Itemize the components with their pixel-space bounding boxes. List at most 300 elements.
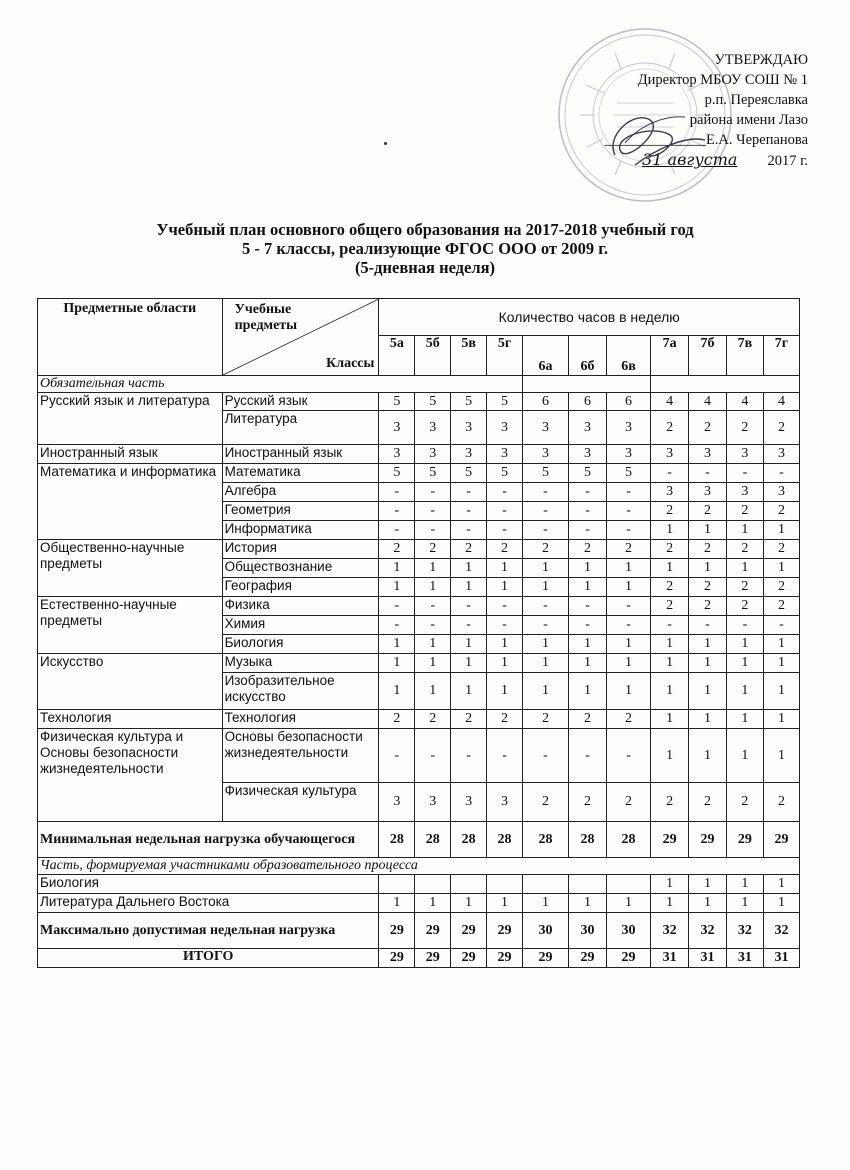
grade-7a: 7а [651,336,689,376]
min-load-value: 28 [569,822,607,858]
hours-cell: 1 [607,654,651,673]
hours-cell: 2 [689,597,727,616]
hours-cell: 1 [689,635,727,654]
hours-cell: 1 [522,654,568,673]
hours-cell: 1 [651,635,689,654]
grade-7v: 7в [726,336,763,376]
hours-cell: 2 [415,540,451,559]
hours-cell: - [451,483,487,502]
extra-bio-value: 1 [726,875,763,894]
hours-cell: 1 [607,559,651,578]
hours-cell: 1 [487,654,523,673]
extra-bio-value: 1 [763,875,799,894]
hours-cell: 1 [651,654,689,673]
hours-cell: 1 [487,578,523,597]
hours-cell: - [569,483,607,502]
header-subjects: Учебные предметы [234,302,298,333]
hours-cell: 1 [651,521,689,540]
total-value: 29 [607,949,651,968]
hours-cell: - [569,502,607,521]
subject-cell: Химия [222,616,379,635]
hours-cell: - [651,464,689,483]
table-row [38,464,800,483]
extra-bio-label: Биология [38,875,379,894]
hours-cell: 3 [569,411,607,445]
hours-cell: 3 [689,445,727,464]
hours-cell: 1 [607,635,651,654]
hours-cell: 5 [487,393,523,411]
extra-bio-value [415,875,451,894]
total-value: 29 [379,949,415,968]
area-art: Искусство [38,654,223,710]
hours-cell: 5 [451,393,487,411]
hours-cell: 3 [487,445,523,464]
hours-cell: 2 [522,540,568,559]
table-row [38,445,800,464]
hours-cell: - [569,729,607,783]
hours-cell: 1 [607,673,651,710]
hours-cell: 1 [607,578,651,597]
hours-cell: 1 [726,710,763,729]
hours-cell: 3 [379,411,415,445]
hours-cell: 1 [763,654,799,673]
hours-cell: 2 [451,710,487,729]
hours-cell: 1 [569,635,607,654]
hours-cell: - [487,502,523,521]
hours-cell: - [415,616,451,635]
grade-5a: 5а [379,336,415,376]
hours-cell: 2 [689,578,727,597]
extra-bio-value: 1 [651,875,689,894]
max-load-row [38,913,800,949]
header-subjects-classes [222,299,379,376]
hours-cell: 2 [689,540,727,559]
subject-cell: Русский язык [222,393,379,411]
extra-bio-value [379,875,415,894]
subject-cell: Алгебра [222,483,379,502]
title-line-3: (5-дневная неделя) [354,258,496,277]
min-load-label: Минимальная недельная нагрузка обучающегося [38,822,379,858]
hours-cell: 1 [415,654,451,673]
subject-cell: Обществознание [222,559,379,578]
title-line-2: 5 - 7 классы, реализующие ФГОС ООО от 2009 г. [242,239,608,258]
hours-cell: 5 [607,464,651,483]
hours-cell: - [607,597,651,616]
hours-cell: 4 [651,393,689,411]
hours-cell: 1 [726,654,763,673]
max-load-label: Максимально допустимая недельная нагрузка [38,913,379,949]
hours-cell: 2 [689,411,727,445]
extra-lit-value: 1 [726,894,763,913]
hours-cell: - [379,597,415,616]
hours-cell: - [487,597,523,616]
hours-cell: 5 [379,464,415,483]
extra-lit-value: 1 [651,894,689,913]
hours-cell: 2 [607,783,651,822]
hours-cell: 3 [379,783,415,822]
hours-cell: 3 [415,411,451,445]
subject-cell: Информатика [222,521,379,540]
ink-dot [384,142,387,145]
hours-cell: - [569,597,607,616]
hours-cell: 2 [415,710,451,729]
hours-cell: 4 [689,393,727,411]
extra-lit-row [38,894,800,913]
hours-cell: - [487,521,523,540]
subject-cell: География [222,578,379,597]
hours-cell: - [522,521,568,540]
min-load-value: 28 [415,822,451,858]
min-load-value: 28 [522,822,568,858]
hours-cell: - [607,521,651,540]
max-load-value: 32 [651,913,689,949]
hours-cell: 1 [487,673,523,710]
grade-7g: 7г [763,336,799,376]
min-load-value: 29 [763,822,799,858]
hours-cell: 5 [415,393,451,411]
total-value: 29 [451,949,487,968]
hours-cell: 3 [451,783,487,822]
hours-cell: 1 [651,729,689,783]
hours-cell: - [607,502,651,521]
extra-bio-value [569,875,607,894]
extra-bio-value [522,875,568,894]
hours-cell: - [689,464,727,483]
hours-cell: 2 [689,502,727,521]
hours-cell: 4 [726,393,763,411]
hours-cell: 1 [726,673,763,710]
subject-cell: История [222,540,379,559]
hours-cell: 5 [415,464,451,483]
min-load-value: 28 [487,822,523,858]
hours-cell: 1 [726,729,763,783]
total-value: 31 [763,949,799,968]
hours-cell: 1 [451,635,487,654]
hours-cell: 2 [726,578,763,597]
hours-cell: 3 [487,783,523,822]
hours-cell: 3 [379,445,415,464]
hours-cell: 2 [726,597,763,616]
hours-cell: 3 [487,411,523,445]
hours-cell: 1 [763,673,799,710]
hours-cell: - [487,616,523,635]
hours-cell: - [379,616,415,635]
hours-cell: 2 [451,540,487,559]
subject-cell: Математика [222,464,379,483]
header-classes: Классы [326,356,375,371]
extra-lit-value: 1 [522,894,568,913]
hours-cell: 2 [763,502,799,521]
hours-cell: 1 [415,559,451,578]
approval-line-1: УТВЕРЖДАЮ [714,52,808,68]
hours-cell: 3 [607,411,651,445]
total-value: 29 [522,949,568,968]
hours-cell: - [607,483,651,502]
total-value: 31 [689,949,727,968]
hours-cell: 2 [651,411,689,445]
max-load-value: 30 [607,913,651,949]
hours-cell: 6 [569,393,607,411]
total-label: ИТОГО [38,949,379,968]
hours-cell: 1 [651,673,689,710]
max-load-value: 32 [726,913,763,949]
table-row [38,393,800,411]
total-row [38,949,800,968]
approval-line-4: района имени Лазо [689,112,808,128]
extra-lit-value: 1 [415,894,451,913]
table-row [38,729,800,783]
hours-cell: 3 [451,445,487,464]
hours-cell: 1 [379,578,415,597]
hours-cell: - [569,616,607,635]
hours-cell: 1 [379,654,415,673]
hours-cell: 5 [487,464,523,483]
hours-cell: - [726,464,763,483]
hours-cell: - [522,597,568,616]
hours-cell: 3 [415,783,451,822]
hours-cell: 1 [451,578,487,597]
max-load-value: 29 [487,913,523,949]
document-title [0,220,850,277]
hours-cell: - [522,502,568,521]
hours-cell: - [569,521,607,540]
min-load-row [38,822,800,858]
header-areas: Предметные области [38,299,223,376]
hours-cell: 2 [726,783,763,822]
hours-cell: - [522,483,568,502]
hours-cell: 1 [651,710,689,729]
hours-cell: 1 [522,559,568,578]
hours-cell: 2 [726,540,763,559]
hours-cell: - [379,521,415,540]
hours-cell: - [607,729,651,783]
hours-cell: 3 [607,445,651,464]
grade-7b: 7б [689,336,727,376]
hours-cell: 1 [726,635,763,654]
section-mandatory-blank-6 [522,376,650,393]
hours-cell: 5 [451,464,487,483]
extra-lit-value: 1 [451,894,487,913]
hours-cell: 4 [763,393,799,411]
hours-cell: - [415,597,451,616]
hours-cell: 1 [487,559,523,578]
approval-date-hand: 31 августа [642,150,738,169]
hours-cell: 1 [379,559,415,578]
grade-6a: 6а [522,336,568,376]
table-row [38,540,800,559]
table-row [38,597,800,616]
hours-cell: - [415,502,451,521]
hours-cell: - [651,616,689,635]
hours-cell: 1 [763,729,799,783]
hours-cell: 6 [607,393,651,411]
area-math: Математика и информатика [38,464,223,540]
extra-lit-value: 1 [569,894,607,913]
hours-cell: 2 [379,710,415,729]
hours-cell: 1 [763,635,799,654]
hours-cell: - [763,616,799,635]
hours-cell: 1 [451,654,487,673]
table-body [38,393,800,822]
hours-cell: 2 [726,411,763,445]
hours-cell: 1 [415,673,451,710]
hours-cell: 1 [569,654,607,673]
extra-bio-value [487,875,523,894]
min-load-value: 29 [689,822,727,858]
hours-cell: 2 [487,710,523,729]
extra-bio-value [451,875,487,894]
hours-cell: 1 [689,521,727,540]
hours-cell: 3 [522,445,568,464]
hours-cell: 2 [689,783,727,822]
hours-cell: 2 [487,540,523,559]
hours-cell: 1 [487,635,523,654]
hours-cell: 2 [763,597,799,616]
subject-cell: Основы безопасности жизнедеятельности [222,729,379,783]
hours-cell: 2 [569,540,607,559]
subject-cell: Изобразительное искусство [222,673,379,710]
area-foreign: Иностранный язык [38,445,223,464]
hours-cell: 1 [569,578,607,597]
grade-5b: 5б [415,336,451,376]
hours-cell: 2 [763,411,799,445]
total-value: 29 [415,949,451,968]
header-row-1 [38,299,800,336]
hours-cell: 2 [763,783,799,822]
hours-cell: 1 [569,673,607,710]
hours-cell: 2 [569,783,607,822]
hours-cell: 5 [522,464,568,483]
hours-cell: 2 [607,540,651,559]
max-load-value: 29 [379,913,415,949]
hours-cell: 1 [763,559,799,578]
subject-cell: Геометрия [222,502,379,521]
min-load-value: 28 [379,822,415,858]
approval-line-2: Директор МБОУ СОШ № 1 [637,72,808,88]
hours-cell: 1 [522,578,568,597]
hours-cell: - [689,616,727,635]
approval-date-year: 2017 г. [767,153,808,169]
hours-cell: 1 [379,673,415,710]
hours-cell: 2 [726,502,763,521]
extra-lit-label: Литература Дальнего Востока [38,894,379,913]
max-load-value: 32 [763,913,799,949]
hours-cell: 3 [763,445,799,464]
hours-cell: 1 [689,654,727,673]
total-value: 29 [487,949,523,968]
hours-cell: - [522,616,568,635]
curriculum-table [37,298,800,968]
header-hours: Количество часов в неделю [379,299,800,336]
extra-lit-value: 1 [689,894,727,913]
hours-cell: 1 [726,521,763,540]
area-social: Общественно-научные предметы [38,540,223,597]
hours-cell: - [451,502,487,521]
hours-cell: - [415,729,451,783]
signature [595,95,725,185]
hours-cell: 1 [689,710,727,729]
subject-cell: Биология [222,635,379,654]
hours-cell: - [607,616,651,635]
hours-cell: 3 [726,445,763,464]
section-participants-row [38,858,800,875]
hours-cell: 2 [651,540,689,559]
min-load-value: 28 [607,822,651,858]
extra-bio-value: 1 [689,875,727,894]
table-row [38,654,800,673]
hours-cell: - [379,502,415,521]
min-load-value: 28 [451,822,487,858]
section-mandatory-blank-7 [651,376,800,393]
area-russian: Русский язык и литература [38,393,223,445]
hours-cell: - [522,729,568,783]
subject-cell: Иностранный язык [222,445,379,464]
approval-line-5: ______________Е.А. Черепанова [604,132,808,148]
section-mandatory: Обязательная часть [38,376,523,393]
hours-cell: 1 [763,710,799,729]
max-load-value: 29 [451,913,487,949]
hours-cell: 3 [651,445,689,464]
hours-cell: 3 [522,411,568,445]
hours-cell: 3 [763,483,799,502]
hours-cell: 1 [726,559,763,578]
hours-cell: 2 [522,710,568,729]
hours-cell: - [379,729,415,783]
hours-cell: 3 [651,483,689,502]
max-load-value: 30 [522,913,568,949]
title-line-1: Учебный план основного общего образования на 2017-2018 учебный год [156,220,694,239]
grade-6b: 6б [569,336,607,376]
hours-cell: - [451,616,487,635]
hours-cell: - [487,483,523,502]
hours-cell: 1 [689,673,727,710]
hours-cell: 2 [522,783,568,822]
max-load-value: 30 [569,913,607,949]
grade-6v: 6в [607,336,651,376]
hours-cell: 1 [522,635,568,654]
hours-cell: 6 [522,393,568,411]
hours-cell: - [487,729,523,783]
total-value: 29 [569,949,607,968]
extra-lit-value: 1 [487,894,523,913]
extra-lit-value: 1 [607,894,651,913]
hours-cell: 1 [569,559,607,578]
max-load-value: 32 [689,913,727,949]
area-tech: Технология [38,710,223,729]
hours-cell: 1 [379,635,415,654]
hours-cell: 1 [689,729,727,783]
subject-cell: Литература [222,411,379,445]
hours-cell: 2 [651,597,689,616]
hours-cell: 2 [651,502,689,521]
hours-cell: 3 [689,483,727,502]
min-load-value: 29 [651,822,689,858]
hours-cell: 2 [569,710,607,729]
hours-cell: - [415,521,451,540]
hours-cell: 1 [763,521,799,540]
hours-cell: - [451,597,487,616]
subject-cell: Музыка [222,654,379,673]
subject-cell: Технология [222,710,379,729]
hours-cell: 3 [451,411,487,445]
extra-bio-value [607,875,651,894]
hours-cell: 1 [451,673,487,710]
section-participants: Часть, формируемая участниками образовательного процесса [38,858,800,875]
hours-cell: 1 [522,673,568,710]
max-load-value: 29 [415,913,451,949]
extra-lit-value: 1 [379,894,415,913]
hours-cell: 1 [451,559,487,578]
